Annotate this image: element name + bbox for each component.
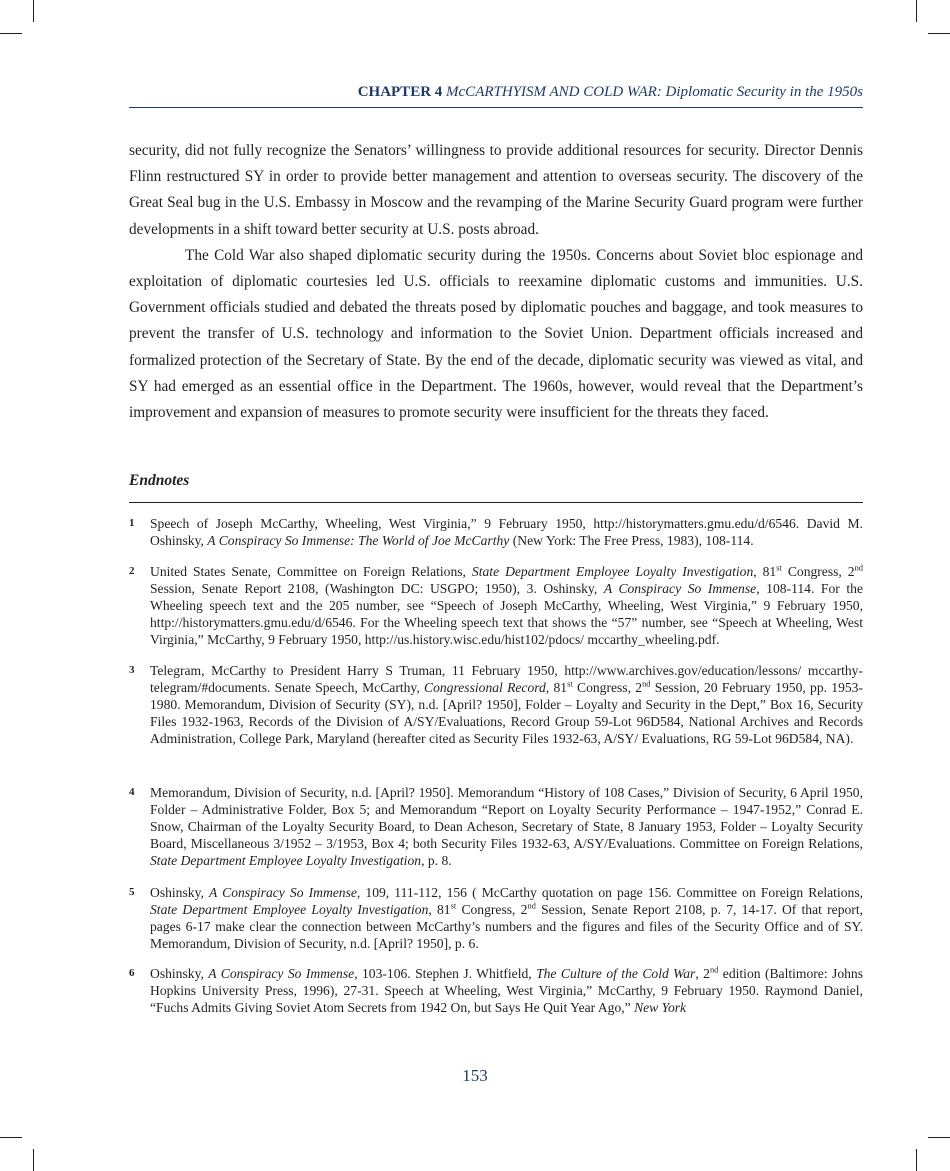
endnote: [129, 784, 863, 869]
endnote-text: Memorandum, Division of Security, n.d. [April? 1950]. Memorandum “History of 108 Cases,” Division of Security, 6 April 1950, Folder – Administrative Folder, Box 5; and Memorandum “Report on Loyalty Security Performance – 1947-1952,” Conrad E. Snow, Chairman of the Loyalty Security Board, to Dean Acheson, Secretary of State, 8 January 1953, Folder – Loyalty Security Board, Miscellaneous 3/1952 – 3/1953, Box 4; both Security Files 1932-63, A/SY/Evaluations. Committee on Foreign Relations, State Department Employee Loyalty Investigation, p. 8.: [150, 785, 863, 869]
endnote-text: Oshinsky, A Conspiracy So Immense, 109, 111-112, 156 ( McCarthy quotation on page 156. Committee on Foreign Relations, State Department Employee Loyalty Investigation, 81st Congress, 2nd Session, Senate Report 2108, p. 7, 14-17. Of that report, pages 6-17 make clear the connection between McCarthy’s numbers and the figures and files of the Security Office and of SY. Memorandum, Division of Security, n.d. [April? 1950], p. 6.: [150, 885, 864, 952]
endnote-number: 5: [129, 886, 135, 898]
endnote-text: Telegram, McCarthy to President Harry S Truman, 11 February 1950, http://www.archives.gov/education/lessons/ mccarthy-telegram/#documents. Senate Speech, McCarthy, Congressional Record, 81st Congress, 2nd Session, 20 February 1950, pp. 1953-1980. Memorandum, Division of Security (SY), n.d. [April? 1950], Folder – Loyalty and Security in the Dept,” Box 16, Security Files 1932-1963, Records of the Division of A/SY/Evaluations, Record Group 59-Lot 96D584, National Archives and Records Administration, College Park, Maryland (hereafter cited as Security Files 1932-63, A/SY/ Evaluations, RG 59-Lot 96D584, NA).: [150, 663, 864, 747]
endnote-number: 3: [129, 664, 135, 676]
endnote: [129, 662, 863, 747]
crop-mark: [928, 1137, 950, 1138]
body-text: [129, 138, 863, 426]
header-rule: [129, 107, 863, 108]
body-paragraph: security, did not fully recognize the Senators’ willingness to provide additional resources for security. Director Dennis Flinn restructured SY in order to provide better management and attention to overseas security. The discovery of the Great Seal bug in the U.S. Embassy in Moscow and the revamping of the Marine Security Guard program were further developments in a shift toward better security at U.S. posts abroad.: [129, 142, 863, 238]
crop-mark: [916, 0, 917, 22]
endnotes-rule: [129, 502, 863, 503]
endnote: [129, 563, 863, 648]
crop-mark: [916, 1149, 917, 1171]
endnote-number: 6: [129, 967, 135, 979]
endnotes-heading: Endnotes: [129, 472, 190, 489]
endnote-text: United States Senate, Committee on Foreign Relations, State Department Employee Loyalty Investigation, 81st Congress, 2nd Session, Senate Report 2108, (Washington DC: USGPO; 1950), 3. Oshinsky, A Conspiracy So Immense, 108-114. For the Wheeling speech text and the 205 number, see “Speech of Joseph McCarthy, Wheeling, West Virginia,” 9 February 1950, http://historymatters.gmu.edu/d/6546. For the Wheeling speech text that shows the “57” number, see “Speech at Wheeling, West Virginia,” McCarthy, 9 February 1950, http://us.history.wisc.edu/hist102/pdocs/ mccarthy_wheeling.pdf.: [150, 562, 864, 648]
chapter-label: CHAPTER 4: [357, 84, 443, 100]
endnote: [129, 965, 863, 1016]
crop-mark: [33, 0, 34, 22]
endnote-number: 1: [129, 517, 135, 529]
endnote-number: 2: [129, 565, 135, 577]
body-paragraph: The Cold War also shaped diplomatic security during the 1950s. Concerns about Soviet bloc espionage and exploitation of diplomatic courtesies led U.S. officials to reexamine diplomatic customs and immunities. U.S. Government officials studied and debated the threats posed by diplomatic pouches and baggage, and took measures to prevent the transfer of U.S. technology and information to the Soviet Union. Department officials increased and formalized protection of the Secretary of State. By the end of the decade, diplomatic security was viewed as vital, and SY had emerged as an essential office in the Department. The 1960s, however, would reveal that the Department’s improvement and expansion of measures to promote security were insufficient for the threats they faced.: [129, 246, 863, 422]
running-header: [129, 84, 863, 101]
crop-mark: [0, 33, 22, 34]
chapter-title: McCARTHYISM AND COLD WAR: Diplomatic Security in the 1950s: [446, 84, 863, 100]
endnote: [129, 515, 863, 549]
crop-mark: [33, 1149, 34, 1171]
page-number: 153: [462, 1066, 488, 1085]
crop-mark: [928, 33, 950, 34]
endnote-text: Oshinsky, A Conspiracy So Immense, 103-106. Stephen J. Whitfield, The Culture of the Cold War, 2nd edition (Baltimore: Johns Hopkins University Press, 1996), 27-31. Speech at Wheeling, West Virginia,” McCarthy, 9 February 1950. Raymond Daniel, “Fuchs Admits Giving Soviet Atom Secrets from 1942 On, but Says He Quit Year Ago,” New York: [150, 964, 864, 1016]
endnote-text: Speech of Joseph McCarthy, Wheeling, West Virginia,” 9 February 1950, http://historymatters.gmu.edu/d/6546. David M. Oshinsky, A Conspiracy So Immense: The World of Joe McCarthy (New York: The Free Press, 1983), 108-114.: [150, 516, 863, 549]
crop-mark: [0, 1137, 22, 1138]
endnote: [129, 884, 863, 952]
endnote-number: 4: [129, 786, 135, 798]
